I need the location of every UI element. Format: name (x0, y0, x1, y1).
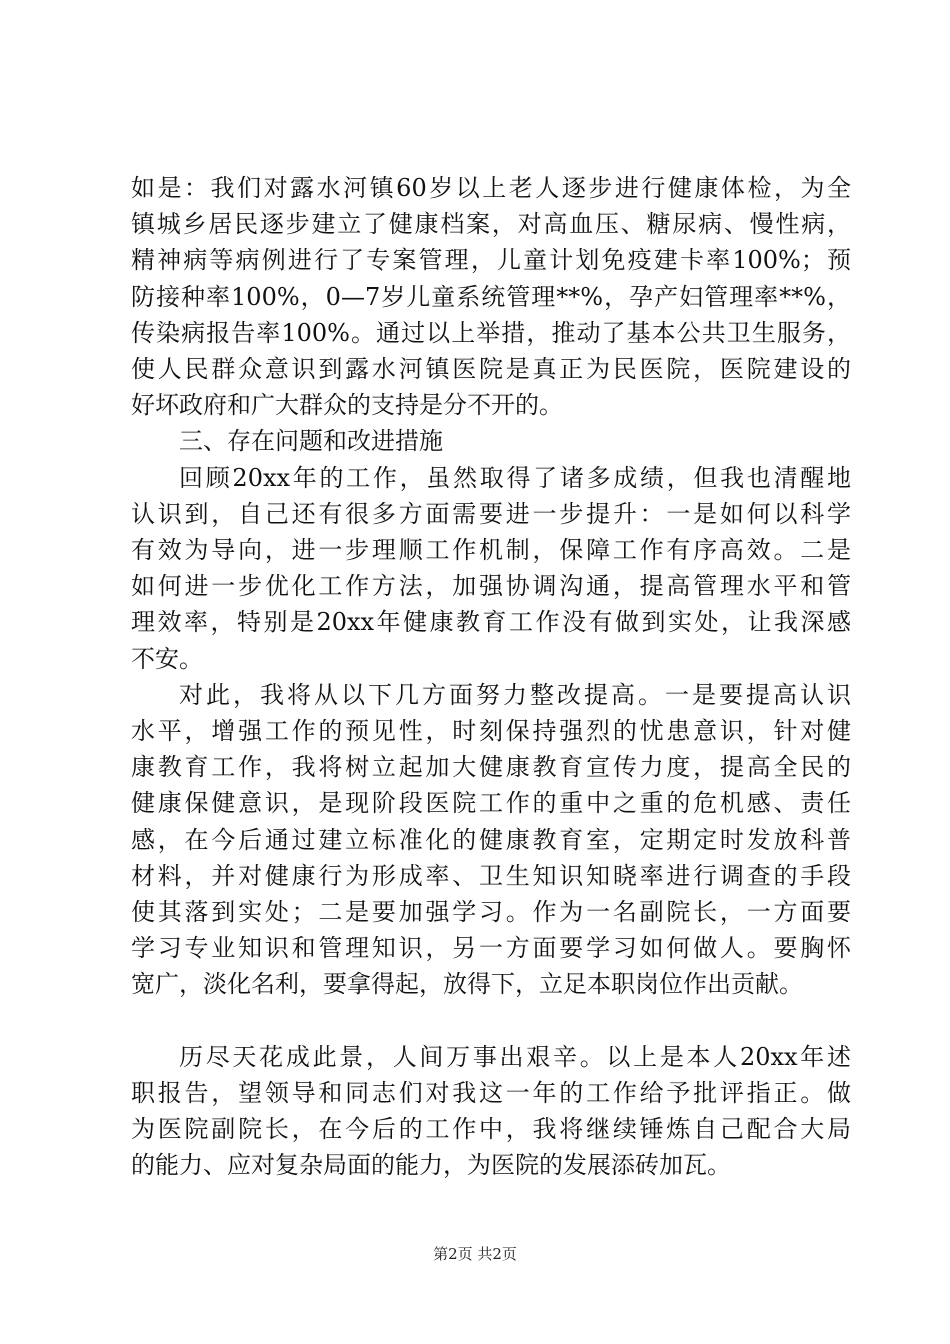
text-line: 使其落到实处；二是要加强学习。作为一名副院长，一方面要 (131, 898, 851, 927)
text-line: 健康保健意识，是现阶段医院工作的重中之重的危机感、责任 (131, 789, 851, 818)
paragraph-improvements (131, 677, 851, 1003)
paragraph-conclusion (131, 1039, 851, 1184)
text-line: 认识到，自己还有很多方面需要进一步提升：一是如何以科学 (131, 499, 851, 528)
paragraph-gap (131, 1003, 851, 1039)
text-line: 历尽天花成此景，人间万事出艰辛。以上是本人20xx年述 (179, 1042, 851, 1071)
text-line: 镇城乡居民逐步建立了健康档案，对高血压、糖尿病、慢性病， (131, 210, 851, 239)
text-line: 精神病等病例进行了专案管理，儿童计划免疫建卡率100%；预 (131, 246, 851, 275)
text-line: 防接种率100%，0—7岁儿童系统管理**%，孕产妇管理率**%， (131, 282, 851, 311)
text-line: 传染病报告率100%。通过以上举措，推动了基本公共卫生服务， (131, 318, 851, 347)
text-line: 对此，我将从以下几方面努力整改提高。一是要提高认识 (179, 680, 851, 709)
paragraph-health-services (131, 170, 851, 423)
text-line: 水平，增强工作的预见性，时刻保持强烈的忧患意识，针对健 (131, 717, 851, 746)
text-line: 的能力、应对复杂局面的能力，为医院的发展添砖加瓦。 (131, 1151, 731, 1180)
text-line: 理效率，特别是20xx年健康教育工作没有做到实处，让我深感 (131, 608, 851, 637)
heading-text: 三、存在问题和改进措施 (179, 427, 443, 456)
text-line: 如何进一步优化工作方法，加强协调沟通，提高管理水平和管 (131, 572, 851, 601)
paragraph-review (131, 460, 851, 677)
text-line: 感，在今后通过建立标准化的健康教育室，定期定时发放科普 (131, 825, 851, 854)
page-number-footer: 第2页 共2页 (433, 1245, 517, 1263)
text-line: 宽广，淡化名利，要拿得起，放得下，立足本职岗位作出贡献。 (131, 970, 803, 999)
text-line: 学习专业知识和管理知识，另一方面要学习如何做人。要胸怀 (131, 934, 851, 963)
text-line: 回顾20xx年的工作，虽然取得了诸多成绩，但我也清醒地 (179, 463, 851, 492)
text-line: 康教育工作，我将树立起加大健康教育宣传力度，提高全民的 (131, 753, 851, 782)
document-body (131, 170, 851, 1183)
text-line: 职报告，望领导和同志们对我这一年的工作给予批评指正。做 (131, 1078, 851, 1107)
text-line: 材料，并对健康行为形成率、卫生知识知晓率进行调查的手段 (131, 861, 851, 890)
text-line: 不安。 (131, 644, 203, 673)
text-line: 使人民群众意识到露水河镇医院是真正为民医院，医院建设的 (131, 355, 851, 384)
text-line: 为医院副院长，在今后的工作中，我将继续锤炼自己配合大局 (131, 1115, 851, 1144)
text-line: 好坏政府和广大群众的支持是分不开的。 (131, 391, 563, 420)
section-heading (131, 423, 851, 459)
text-line: 如是：我们对露水河镇60岁以上老人逐步进行健康体检，为全 (131, 174, 851, 202)
text-line: 有效为导向，进一步理顺工作机制，保障工作有序高效。二是 (131, 536, 851, 565)
